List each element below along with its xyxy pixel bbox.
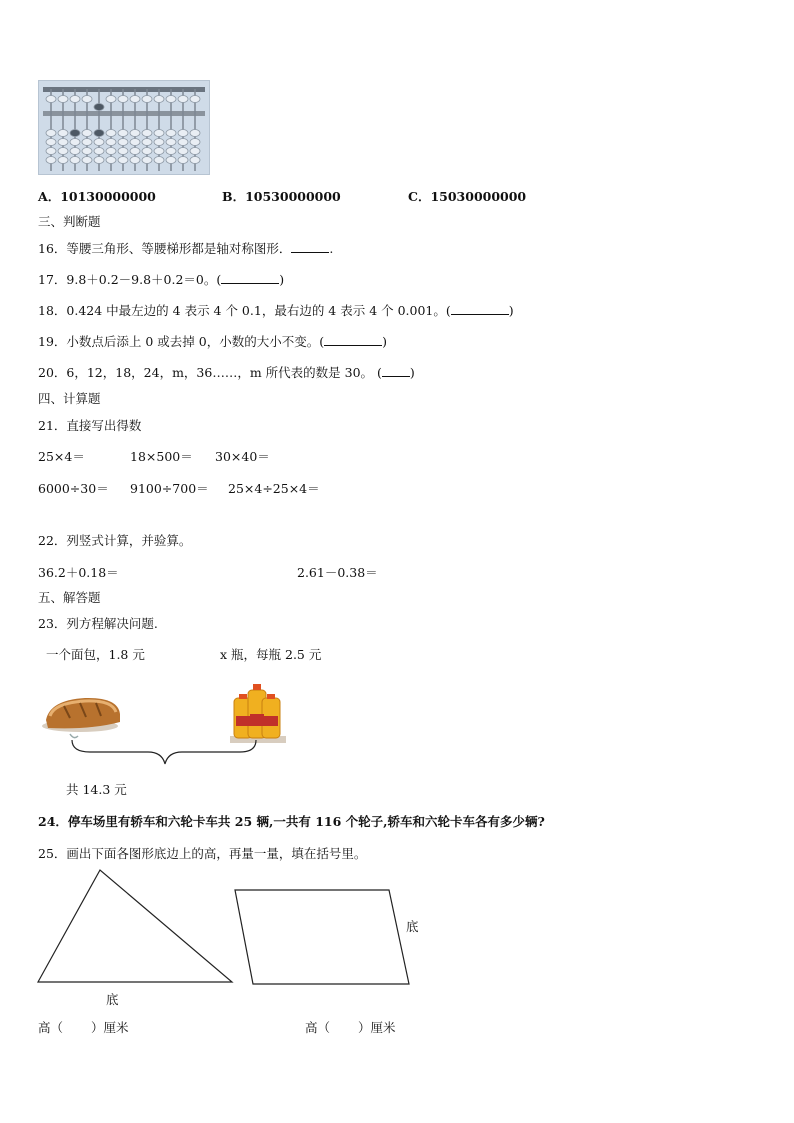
section-5-title: 五、解答题 (38, 590, 101, 605)
total-brace (70, 738, 260, 766)
calc-item: 30×40＝ (215, 449, 270, 464)
vertical-calc-item: 36.2＋0.18＝ (38, 565, 119, 580)
calc-item: 9100÷700＝ (130, 481, 209, 496)
question-22-title: 22．列竖式计算，并验算。 (38, 533, 192, 548)
question-19: 19．小数点后添上 0 或去掉 0，小数的大小不变。( ) (38, 334, 387, 349)
question-16: 16．等腰三角形、等腰梯形都是轴对称图形． . (38, 241, 334, 256)
section-4-title: 四、计算题 (38, 391, 101, 406)
triangle-base-label: 底 (106, 992, 119, 1007)
question-25-title: 25．画出下面各图形底边上的高，再量一量，填在括号里。 (38, 846, 367, 861)
answer-blank-20[interactable] (382, 376, 410, 377)
question-23-title: 23．列方程解决问题. (38, 616, 158, 631)
option-b[interactable]: B．10530000000 (222, 189, 341, 204)
answer-blank-17[interactable] (221, 283, 279, 284)
question-21-title: 21．直接写出得数 (38, 418, 142, 433)
answer-blank-19[interactable] (324, 345, 382, 346)
option-a[interactable]: A．10130000000 (38, 189, 156, 204)
height-answer-1: 高（ ）厘米 (38, 1020, 129, 1035)
bottles-price-label: x 瓶，每瓶 2.5 元 (220, 647, 322, 662)
question-24: 24．停车场里有轿车和六轮卡车共 25 辆,一共有 116 个轮子,轿车和六轮卡车各有多少辆? (38, 814, 545, 829)
question-18: 18．0.424 中最左边的 4 表示 4 个 0.1，最右边的 4 表示 4 个 0.001。( ) (38, 303, 514, 318)
juice-bottles-image (228, 676, 288, 746)
calc-item: 25×4＝ (38, 449, 85, 464)
question-17: 17．9.8＋0.2－9.8＋0.2＝0。( ) (38, 272, 285, 287)
abacus-image (38, 80, 210, 175)
calc-item: 6000÷30＝ (38, 481, 109, 496)
triangle-figure (36, 868, 236, 988)
answer-blank-18[interactable] (451, 314, 509, 315)
parallelogram-base-label: 底 (406, 919, 419, 934)
bread-price-label: 一个面包，1.8 元 (46, 647, 145, 662)
option-c[interactable]: C．15030000000 (408, 189, 527, 204)
calc-item: 25×4÷25×4＝ (228, 481, 320, 496)
calc-item: 18×500＝ (130, 449, 193, 464)
parallelogram-figure (233, 888, 413, 988)
total-price-label: 共 14.3 元 (66, 782, 127, 797)
vertical-calc-item: 2.61－0.38＝ (297, 565, 378, 580)
question-20: 20．6，12，18，24，m，36……，m 所代表的数是 30。 ( ) (38, 365, 415, 380)
height-answer-2: 高（ ）厘米 (305, 1020, 396, 1035)
answer-blank-16[interactable] (291, 252, 329, 253)
section-3-title: 三、判断题 (38, 214, 101, 229)
